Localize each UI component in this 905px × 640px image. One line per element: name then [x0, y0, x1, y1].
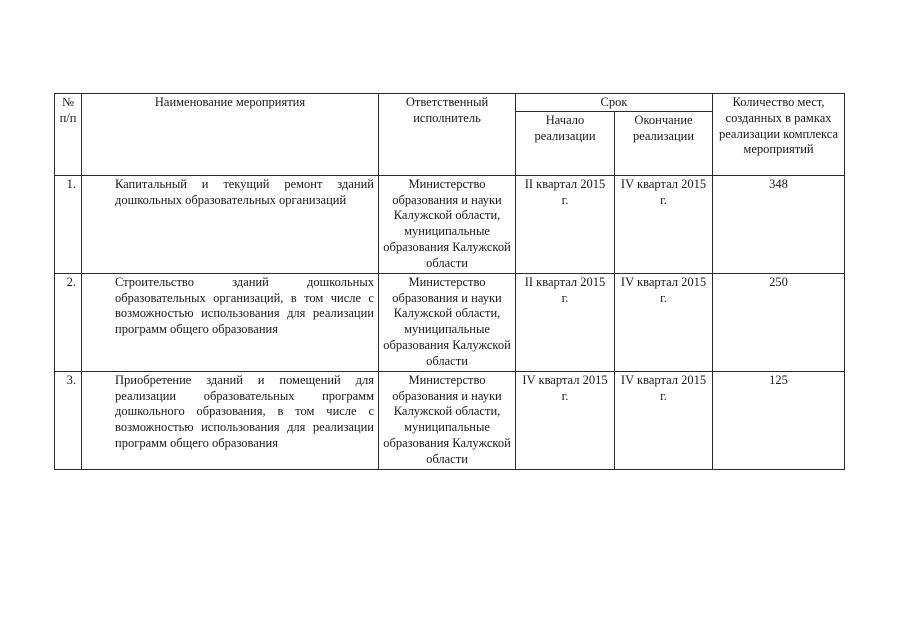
row-start: II квартал 2015 г. — [516, 175, 615, 273]
row-end: IV квартал 2015 г. — [615, 175, 713, 273]
header-count: Количество мест, созданных в рамках реализации комплекса мероприятий — [713, 94, 845, 176]
header-name: Наименование мероприятия — [82, 94, 379, 176]
row-count: 125 — [713, 371, 845, 469]
row-count: 250 — [713, 273, 845, 371]
row-start: II квартал 2015 г. — [516, 273, 615, 371]
header-term: Срок — [516, 94, 713, 112]
row-count: 348 — [713, 175, 845, 273]
table-row — [55, 371, 845, 469]
row-end: IV квартал 2015 г. — [615, 273, 713, 371]
row-start: IV квартал 2015 г. — [516, 371, 615, 469]
row-name: Капитальный и текущий ремонт зданий дошкольных образовательных организаций — [82, 175, 379, 273]
row-number: 1. — [55, 175, 82, 273]
row-end: IV квартал 2015 г. — [615, 371, 713, 469]
header-start: Начало реализации — [516, 111, 615, 175]
row-name: Приобретение зданий и помещений для реализации образовательных программ дошкольного образования, в том числе с возможностью использования для реализации программ общего образования — [82, 371, 379, 469]
table-body — [55, 175, 845, 469]
measures-table — [54, 93, 845, 470]
row-number: 2. — [55, 273, 82, 371]
table-header — [55, 94, 845, 176]
row-responsible: Министерство образования и науки Калужской области, муниципальные образования Калужской области — [379, 273, 516, 371]
row-responsible: Министерство образования и науки Калужской области, муниципальные образования Калужской области — [379, 371, 516, 469]
table-row — [55, 175, 845, 273]
row-name: Строительство зданий дошкольных образовательных организаций, в том числе с возможностью использования для реализации программ общего образования — [82, 273, 379, 371]
header-num: № п/п — [55, 94, 82, 176]
header-end: Окончание реализации — [615, 111, 713, 175]
header-responsible: Ответственный исполнитель — [379, 94, 516, 176]
table-row — [55, 273, 845, 371]
row-responsible: Министерство образования и науки Калужской области, муниципальные образования Калужской области — [379, 175, 516, 273]
row-number: 3. — [55, 371, 82, 469]
